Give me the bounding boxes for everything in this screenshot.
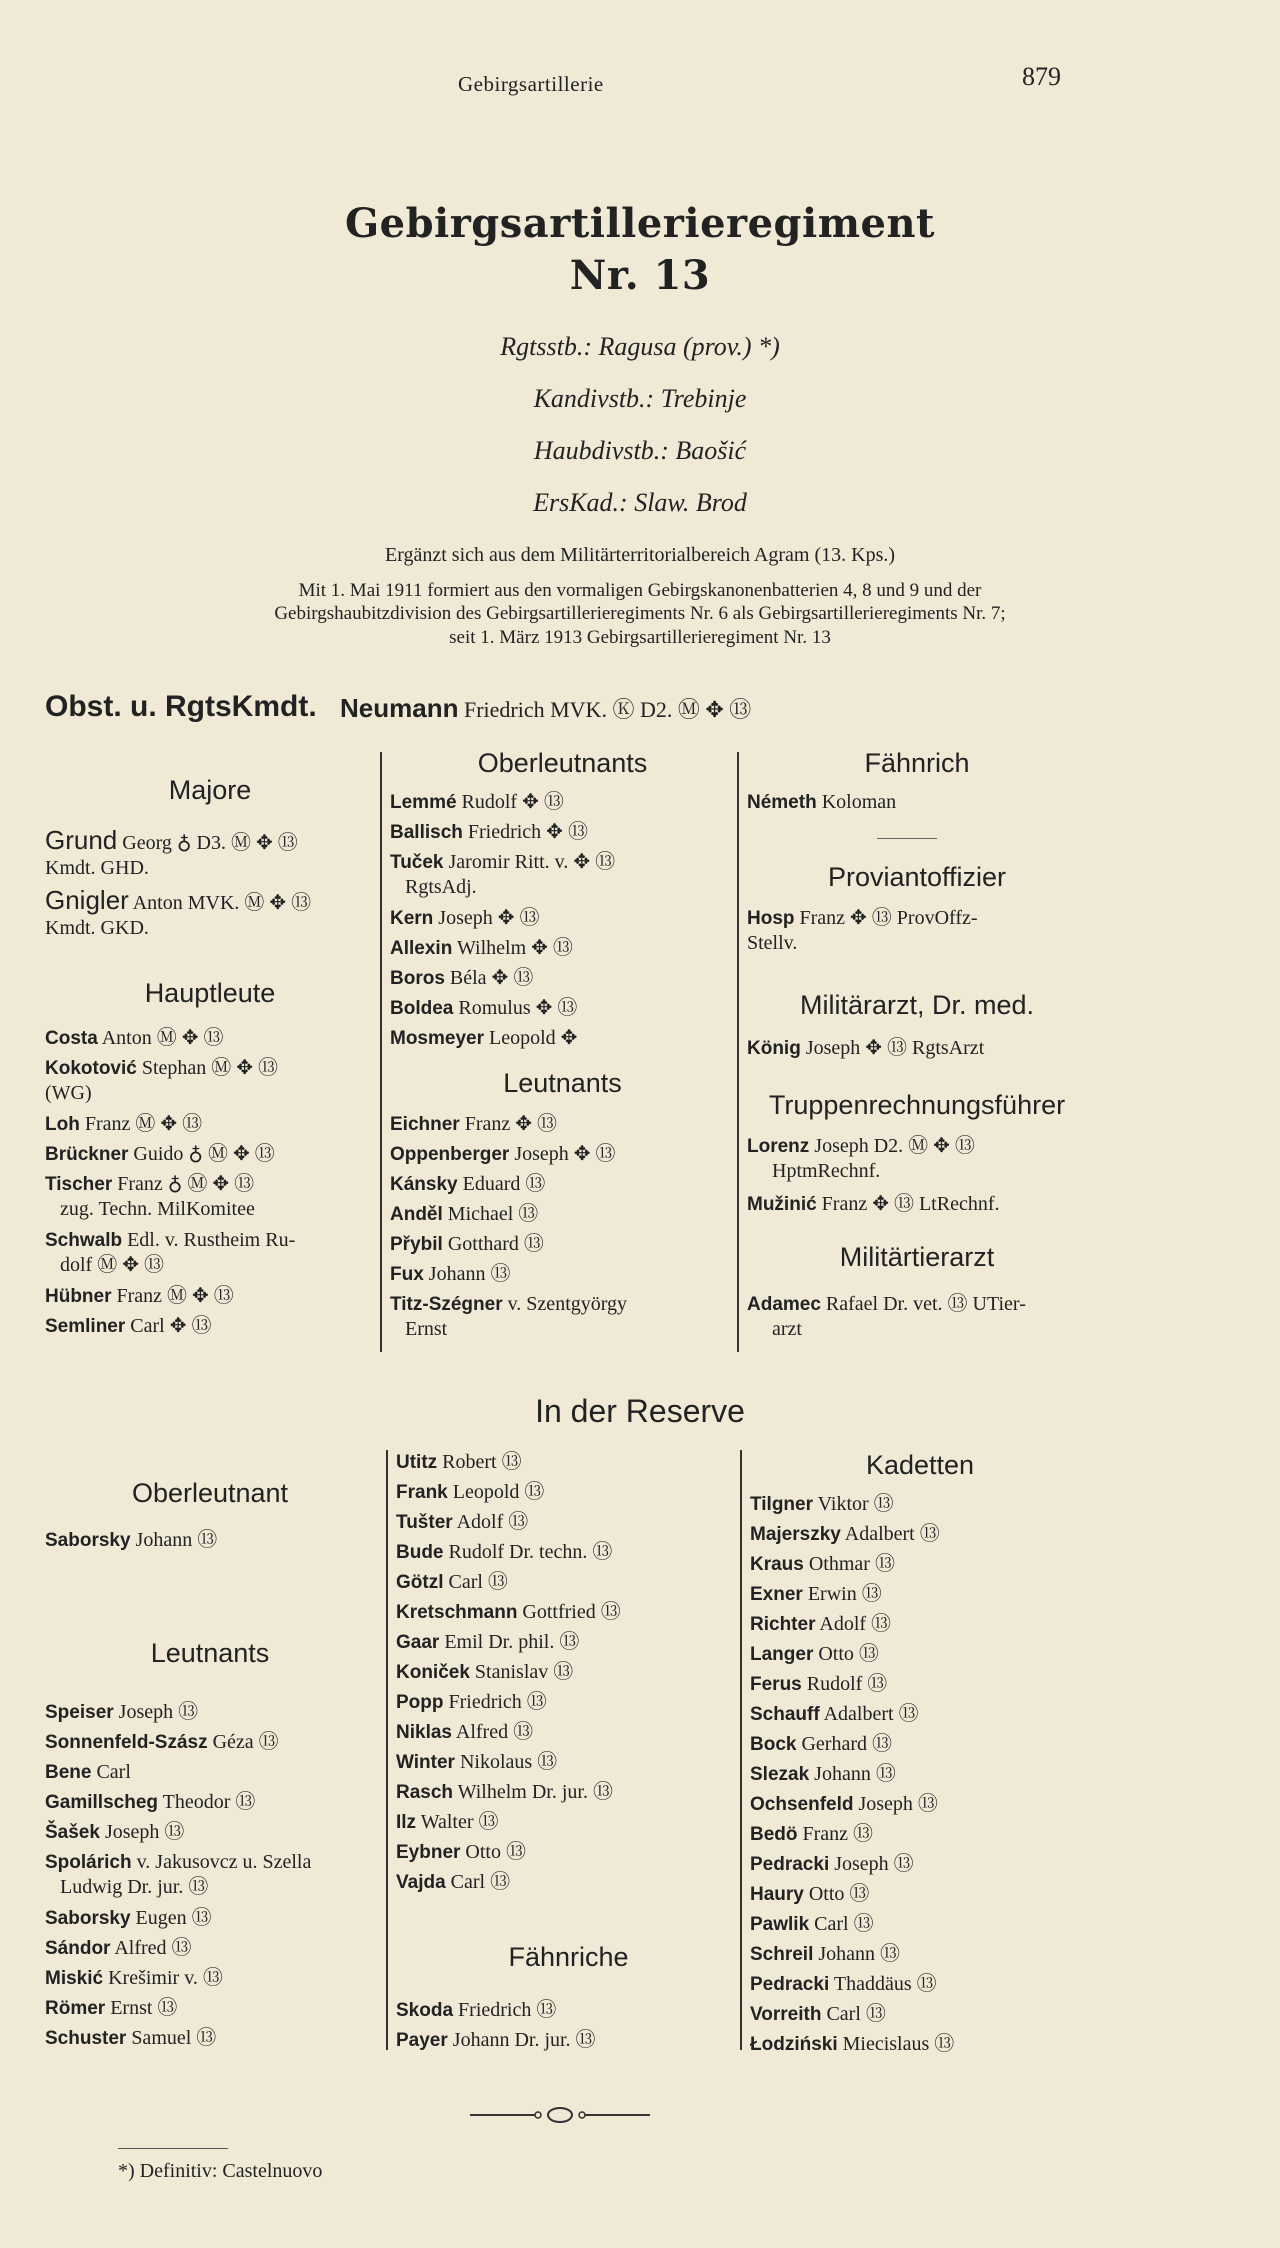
list-item: Exner Erwin ⑬ [750,1583,882,1605]
list-item: Brückner Guido ♁ Ⓜ ✥ ⑬ [45,1143,275,1165]
list-item: Hosp Franz ✥ ⑬ ProvOffz- Stellv. [747,907,978,954]
reserve-column-1 [45,1478,375,2078]
column-divider [737,752,739,1352]
list-item: Götzl Carl ⑬ [396,1571,508,1593]
ornament-divider-icon [470,2100,650,2130]
footnote: *) Definitiv: Castelnuovo [118,2160,323,2182]
list-item: Niklas Alfred ⑬ [396,1721,534,1743]
list-item: Mosmeyer Leopold ✥ [390,1027,578,1049]
section-title-rechnungsfuehrer: Truppenrechnungsführer [768,1090,1066,1120]
location-line: ErsKad.: Slaw. Brod [533,488,747,517]
list-item: Fux Johann ⑬ [390,1263,511,1285]
location-line: Haubdivstb.: Baošić [533,436,747,465]
list-item: Pawlik Carl ⑬ [750,1913,874,1935]
list-item: Koniček Stanislav ⑬ [396,1661,574,1683]
list-item: Kánsky Eduard ⑬ [390,1173,546,1195]
list-item: Anděl Michael ⑬ [390,1203,539,1225]
section-title-kadetten: Kadetten [865,1450,975,1480]
list-item: Łodziński Miecislaus ⑬ [750,2033,955,2055]
section-title-majore: Majore [168,775,252,805]
location-line: Rgtsstb.: Ragusa (prov.) *) [500,332,780,361]
list-item: Majerszky Adalbert ⑬ [750,1523,940,1545]
section-title-proviant: Proviantoffizier [827,862,1007,892]
list-item: Tilgner Viktor ⑬ [750,1493,894,1515]
list-item: Pedracki Thaddäus ⑬ [750,1973,937,1995]
list-item: Boros Béla ✥ ⑬ [390,967,534,989]
list-item: Ballisch Friedrich ✥ ⑬ [390,821,588,843]
reserve-column-3 [750,1450,1090,2070]
list-item: Semliner Carl ✥ ⑬ [45,1315,212,1337]
column-divider [386,1450,388,2050]
active-column-3 [747,748,1087,1348]
running-head: Gebirgsartillerie [458,72,604,96]
list-item: Kokotović Stephan Ⓜ ✥ ⑬ (WG) [45,1057,279,1104]
regiment-number: Nr. 13 [569,252,711,299]
list-item: Sándor Alfred ⑬ [45,1937,192,1959]
list-item: Utitz Robert ⑬ [396,1451,522,1473]
list-item: Speiser Joseph ⑬ [45,1701,199,1723]
history-line: Mit 1. Mai 1911 formiert aus den vormaligen Gebirgskanonenbatterien 4, 8 und 9 und der [298,580,982,601]
page-number: 879 [1022,62,1061,91]
list-item: Bedö Franz ⑬ [750,1823,874,1845]
list-item: Miskić Krešimir v. ⑬ [45,1967,223,1989]
list-item: Gamillscheg Theodor ⑬ [45,1791,256,1813]
section-title-oberleutnants: Oberleutnants [477,748,648,778]
list-item: Grund Georg ♁ D3. Ⓜ ✥ ⑬ Kmdt. GHD. [45,825,298,879]
section-title-reserve-leutnants: Leutnants [150,1638,270,1668]
list-item: Langer Otto ⑬ [750,1643,879,1665]
footnote-rule [118,2148,228,2149]
section-title-leutnants: Leutnants [503,1068,622,1098]
active-column-1 [45,760,375,1360]
list-item: Šašek Joseph ⑬ [45,1821,185,1843]
list-item: Gnigler Anton MVK. Ⓜ ✥ ⑬ Kmdt. GKD. [45,885,312,939]
list-item: Eichner Franz ✥ ⑬ [390,1113,557,1135]
list-item: Haury Otto ⑬ [750,1883,870,1905]
commander-surname: Neumann [340,693,459,723]
list-item: Bude Rudolf Dr. techn. ⑬ [396,1541,613,1563]
list-item: Kern Joseph ✥ ⑬ [390,907,540,929]
list-item: Loh Franz Ⓜ ✥ ⑬ [45,1113,203,1135]
location-line: Kandivstb.: Trebinje [533,384,747,413]
section-title-tierarzt: Militärtierarzt [839,1242,995,1272]
list-item: Costa Anton Ⓜ ✥ ⑬ [45,1027,224,1049]
list-item: Hübner Franz Ⓜ ✥ ⑬ [45,1285,234,1307]
section-title-hauptleute: Hauptleute [144,978,276,1008]
list-item: Bock Gerhard ⑬ [750,1733,892,1755]
divider [877,838,937,839]
list-item: Kraus Othmar ⑬ [750,1553,895,1575]
list-item: Richter Adolf ⑬ [750,1613,892,1635]
history-line: seit 1. März 1913 Gebirgsartillerieregiment Nr. 13 [449,627,831,648]
list-item: Vorreith Carl ⑬ [750,2003,886,2025]
list-item: Adamec Rafael Dr. vet. ⑬ UTier- arzt [747,1293,1026,1340]
list-item: Schwalb Edl. v. Rustheim Ru- dolf Ⓜ ✥ ⑬ [45,1229,296,1276]
list-item: Ochsenfeld Joseph ⑬ [750,1793,938,1815]
list-item: Németh Koloman [747,791,897,813]
list-item: Ferus Rudolf ⑬ [750,1673,888,1695]
commander-details: Friedrich MVK. Ⓚ D2. Ⓜ ✥ ⑬ [463,697,752,722]
regiment-title: Gebirgsartillerieregiment [344,200,936,247]
list-item: Ilz Walter ⑬ [396,1811,499,1833]
list-item: Skoda Friedrich ⑬ [396,1999,557,2021]
history-line: Gebirgshaubitzdivision des Gebirgsartillerieregiments Nr. 6 als Gebirgsartillerieregiments Nr. 7; [274,603,1006,624]
list-item: Spolárich v. Jakusovcz u. Szella Ludwig Dr. jur. ⑬ [45,1851,312,1898]
list-item: Gaar Emil Dr. phil. ⑬ [396,1631,580,1653]
commander-name [340,693,751,724]
list-item: Schauff Adalbert ⑬ [750,1703,919,1725]
list-item: Oppenberger Joseph ✥ ⑬ [390,1143,616,1165]
list-item: Bene Carl [45,1761,131,1783]
list-item: Winter Nikolaus ⑬ [396,1751,558,1773]
list-item: Lemmé Rudolf ✥ ⑬ [390,791,564,813]
reserve-title: In der Reserve [535,1393,745,1429]
list-item: Saborsky Eugen ⑬ [45,1907,212,1929]
list-item: Eybner Otto ⑬ [396,1841,526,1863]
list-item: Tušter Adolf ⑬ [396,1511,529,1533]
list-item: Frank Leopold ⑬ [396,1481,545,1503]
list-item: Přybil Gotthard ⑬ [390,1233,544,1255]
list-item: Saborsky Johann ⑬ [45,1529,218,1551]
reserve-column-2 [396,1450,741,2070]
commander-rank: Obst. u. RgtsKmdt. [45,690,317,723]
list-item: Popp Friedrich ⑬ [396,1691,547,1713]
column-divider [380,752,382,1352]
list-item: Tischer Franz ♁ Ⓜ ✥ ⑬ zug. Techn. MilKomitee [45,1173,255,1220]
list-item: Mužinić Franz ✥ ⑬ LtRechnf. [747,1193,1000,1215]
list-item: Rasch Wilhelm Dr. jur. ⑬ [396,1781,613,1803]
list-item: Titz-Szégner v. Szentgyörgy Ernst [390,1293,628,1340]
list-item: Slezak Johann ⑬ [750,1763,896,1785]
list-item: Schuster Samuel ⑬ [45,2027,217,2049]
recruitment-note: Ergänzt sich aus dem Militärterritorialbereich Agram (13. Kps.) [384,544,896,566]
active-column-2 [390,748,735,1348]
list-item: Lorenz Joseph D2. Ⓜ ✥ ⑬ HptmRechnf. [747,1135,975,1182]
section-title-reserve-oberleutnant: Oberleutnant [131,1478,289,1508]
list-item: Payer Johann Dr. jur. ⑬ [396,2029,596,2051]
list-item: Tuček Jaromir Ritt. v. ✥ ⑬ RgtsAdj. [390,851,616,898]
list-item: Kretschmann Gottfried ⑬ [396,1601,621,1623]
section-title-reserve-faehnriche: Fähnriche [508,1942,629,1972]
list-item: Römer Ernst ⑬ [45,1997,178,2019]
list-item: Vajda Carl ⑬ [396,1871,511,1893]
list-item: Pedracki Joseph ⑬ [750,1853,914,1875]
section-title-faehnrich: Fähnrich [864,748,970,778]
list-item: Boldea Romulus ✥ ⑬ [390,997,578,1019]
section-title-militaerarzt: Militärarzt, Dr. med. [799,990,1035,1020]
list-item: Allexin Wilhelm ✥ ⑬ [390,937,573,959]
list-item: Schreil Johann ⑬ [750,1943,901,1965]
list-item: König Joseph ✥ ⑬ RgtsArzt [747,1037,985,1059]
list-item: Sonnenfeld-Szász Géza ⑬ [45,1731,279,1753]
